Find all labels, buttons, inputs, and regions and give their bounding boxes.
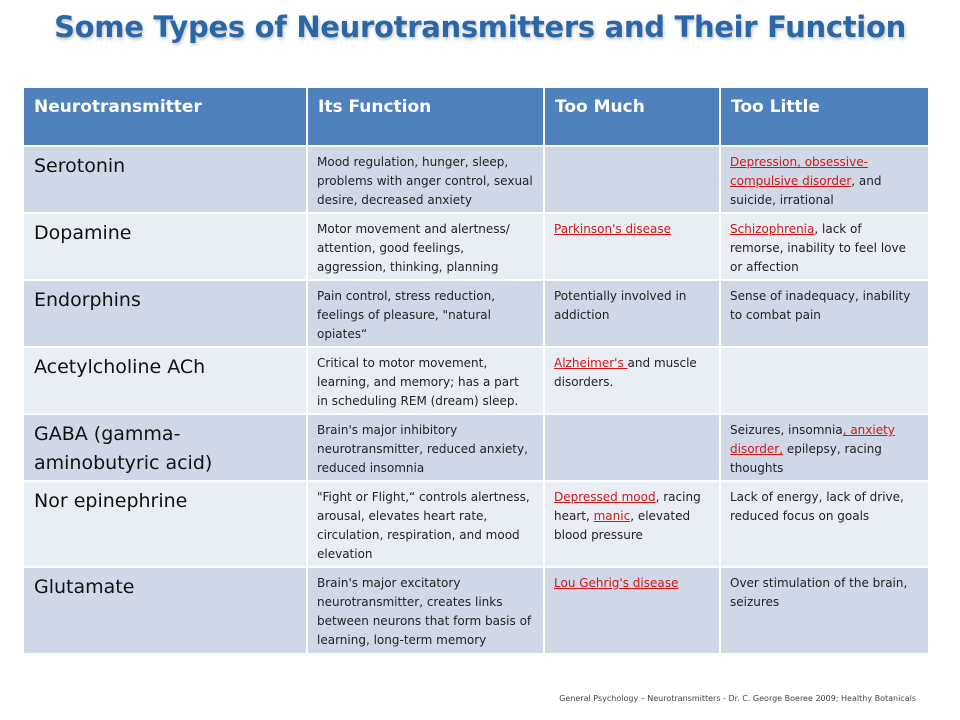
cell-text: Sense of inadequacy, inability to combat pain	[730, 289, 911, 322]
red-underlined-term: Parkinson's disease	[554, 222, 672, 236]
cell-function: Critical to motor movement, learning, and memory; has a part in scheduling REM (dream) sleep.	[307, 347, 544, 414]
cell-function: Brain's major excitatory neurotransmitter, creates links between neurons that form basis of learning, long-term memory	[307, 567, 544, 653]
cell-too-little	[720, 280, 928, 347]
header-too-much: Too Much	[544, 88, 720, 146]
cell-too-much	[544, 347, 720, 414]
cell-too-much	[544, 481, 720, 567]
red-underlined-term: Depression, obsessive-compulsive disorder	[730, 155, 868, 188]
cell-too-little	[720, 567, 928, 653]
cell-text: , racing heart,	[554, 490, 701, 523]
cell-too-little	[720, 347, 928, 414]
cell-text: Seizures, insomnia	[730, 423, 843, 437]
cell-name: Acetylcholine ACh	[24, 347, 307, 414]
cell-name: Endorphins	[24, 280, 307, 347]
cell-text: Potentially involved in addiction	[554, 289, 687, 322]
page-title: Some Types of Neurotransmitters and Their Function	[54, 10, 906, 44]
table-row	[24, 567, 928, 653]
table-row	[24, 146, 928, 213]
cell-text: , and suicide, irrational	[730, 174, 882, 207]
cell-text: Over stimulation of the brain, seizures	[730, 576, 908, 609]
red-underlined-term: Lou Gehrig's disease	[554, 576, 679, 590]
cell-name: GABA (gamma-aminobutyric acid)	[24, 414, 307, 481]
cell-text: epilepsy, racing thoughts	[730, 442, 882, 475]
cell-text: , lack of remorse, inability to feel love or affection	[730, 222, 906, 274]
cell-too-much	[544, 146, 720, 213]
red-underlined-term: Depressed mood	[554, 490, 656, 504]
table-row	[24, 213, 928, 280]
table-row	[24, 481, 928, 567]
red-underlined-term: Schizophrenia	[730, 222, 815, 236]
cell-too-little	[720, 481, 928, 567]
cell-text: Lack of energy, lack of drive, reduced focus on goals	[730, 490, 904, 523]
cell-function: Pain control, stress reduction, feelings of pleasure, "natural opiates“	[307, 280, 544, 347]
red-underlined-term: manic	[593, 509, 631, 523]
cell-text: and muscle disorders.	[554, 356, 697, 389]
cell-too-much	[544, 414, 720, 481]
cell-too-little	[720, 213, 928, 280]
source-citation: General Psychology – Neurotransmitters - Dr. C. George Boeree 2009; Healthy Botanicals	[559, 694, 916, 703]
cell-name: Dopamine	[24, 213, 307, 280]
header-too-little: Too Little	[720, 88, 928, 146]
neurotransmitter-table	[24, 88, 928, 653]
cell-function: Mood regulation, hunger, sleep, problems with anger control, sexual desire, decreased anxiety	[307, 146, 544, 213]
cell-function: Motor movement and alertness/ attention, good feelings, aggression, thinking, planning	[307, 213, 544, 280]
red-underlined-term: Alzheimer's	[554, 356, 628, 370]
cell-function: "Fight or Flight,“ controls alertness, arousal, elevates heart rate, circulation, respiration, and mood elevation	[307, 481, 544, 567]
cell-too-much	[544, 567, 720, 653]
table-row	[24, 280, 928, 347]
cell-too-little	[720, 146, 928, 213]
cell-name: Nor epinephrine	[24, 481, 307, 567]
cell-function: Brain's major inhibitory neurotransmitter, reduced anxiety, reduced insomnia	[307, 414, 544, 481]
header-function: Its Function	[307, 88, 544, 146]
cell-too-much	[544, 280, 720, 347]
table-row	[24, 414, 928, 481]
cell-too-much	[544, 213, 720, 280]
cell-name: Glutamate	[24, 567, 307, 653]
table-header-row	[24, 88, 928, 146]
table-row	[24, 347, 928, 414]
cell-name: Serotonin	[24, 146, 307, 213]
header-neurotransmitter: Neurotransmitter	[24, 88, 307, 146]
cell-text: , elevated blood pressure	[554, 509, 691, 542]
cell-too-little	[720, 414, 928, 481]
red-underlined-term: , anxiety disorder,	[730, 423, 895, 456]
